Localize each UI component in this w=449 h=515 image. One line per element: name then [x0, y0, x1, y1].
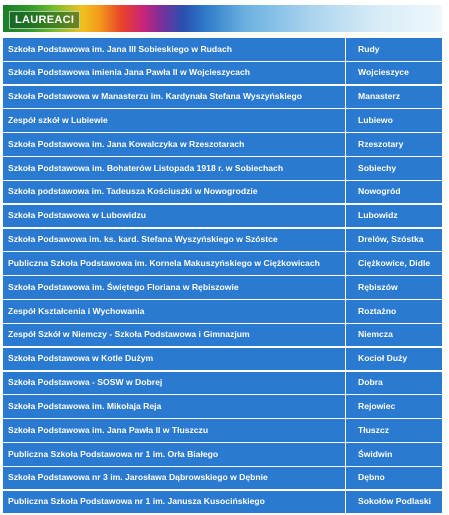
- school-name: Szkoła Podstawowa im. Jana Kowalczyka w Rzeszotarach: [8, 138, 245, 149]
- city-name: Kocioł Duży: [358, 353, 408, 364]
- table-row: [3, 276, 442, 299]
- table-row: [3, 395, 442, 418]
- school-name: Szkoła Podstawowa im. Mikołaja Reja: [8, 400, 162, 411]
- school-name: Zespół Szkół w Niemczy - Szkoła Podstawowa i Gimnazjum: [8, 329, 250, 340]
- city-name: Nowogród: [358, 186, 401, 197]
- city-name: Lubowidz: [358, 210, 398, 221]
- header-title: LAUREACI: [9, 11, 80, 29]
- city-name: Drelów, Szóstka: [358, 234, 424, 245]
- table-row: [3, 38, 442, 61]
- school-name: Publiczna Szkoła Podstawowa nr 1 im. Orła Białego: [8, 448, 219, 459]
- city-name: Rejowiec: [358, 400, 396, 411]
- school-name: Zespół Kształcenia i Wychowania: [8, 305, 145, 316]
- table-row: [3, 109, 442, 132]
- table-row: [3, 300, 442, 323]
- laureates-panel: [3, 5, 442, 511]
- school-name: Szkoła Podstawowa w Manasterzu im. Kardynała Stefana Wyszyńskiego: [8, 91, 303, 102]
- city-name: Lubiewo: [358, 114, 393, 125]
- city-name: Dębno: [358, 472, 385, 483]
- table-row: [3, 205, 442, 228]
- table-row: [3, 419, 442, 442]
- city-name: Manasterz: [358, 91, 401, 102]
- table-row: [3, 372, 442, 395]
- city-name: Niemcza: [358, 329, 393, 340]
- city-name: Świdwin: [358, 448, 393, 459]
- table-row: [3, 491, 442, 514]
- school-name: Szkoła podstawowa im. Tadeusza Kościuszki w Nowogrodzie: [8, 186, 258, 197]
- table-row: [3, 133, 442, 156]
- school-name: Publiczna Szkoła Podstawowa nr 1 im. Janusza Kusocińskiego: [8, 496, 265, 507]
- table-row: [3, 252, 442, 275]
- table-row: [3, 467, 442, 490]
- laureates-list: [3, 38, 442, 515]
- school-name: Szkoła Podstawowa w Kotle Dużym: [8, 353, 154, 364]
- city-name: Dobra: [358, 377, 383, 388]
- table-row: [3, 157, 442, 180]
- school-name: Szkoła Podstawowa - SOSW w Dobrej: [8, 377, 163, 388]
- header-banner: [3, 5, 442, 32]
- table-row: [3, 181, 442, 204]
- table-row: [3, 86, 442, 109]
- school-name: Szkoła Podstawowa im. Bohaterów Listopada 1918 r. w Sobiechach: [8, 162, 284, 173]
- school-name: Szkoła Podstawowa w Lubowidzu: [8, 210, 146, 221]
- school-name: Zespół szkół w Lubiewie: [8, 114, 108, 125]
- city-name: Wojcieszyce: [358, 67, 409, 78]
- table-row: [3, 443, 442, 466]
- school-name: Szkoła Podsawowa im. ks. kard. Stefana Wyszyńskiego w Szóstce: [8, 234, 278, 245]
- table-row: [3, 229, 442, 252]
- school-name: Szkoła Podstawowa im. Jana III Sobieskiego w Rudach: [8, 43, 232, 54]
- school-name: Szkoła Podstawowa nr 3 im. Jarosława Dąbrowskiego w Dębnie: [8, 472, 268, 483]
- table-row: [3, 62, 442, 85]
- city-name: Ciężkowice, Didle: [358, 257, 431, 268]
- city-name: Roztażno: [358, 305, 397, 316]
- city-name: Rębiszów: [358, 281, 398, 292]
- school-name: Szkoła Podstawowa im. Świętego Floriana w Rębiszowie: [8, 281, 239, 292]
- city-name: Sokołów Podlaski: [358, 496, 432, 507]
- city-name: Tłuszcz: [358, 424, 390, 435]
- table-row: [3, 348, 442, 371]
- table-row: [3, 324, 442, 347]
- city-name: Rzeszotary: [358, 138, 404, 149]
- city-name: Rudy: [358, 43, 380, 54]
- school-name: Publiczna Szkoła Podstawowa im. Kornela Makuszyńskiego w Ciężkowicach: [8, 257, 320, 268]
- school-name: Szkoła Podstawowa im. Jana Pawła II w Tłuszczu: [8, 424, 209, 435]
- school-name: Szkoła Podstawowa imienia Jana Pawła II w Wojcieszycach: [8, 67, 250, 78]
- city-name: Sobiechy: [358, 162, 397, 173]
